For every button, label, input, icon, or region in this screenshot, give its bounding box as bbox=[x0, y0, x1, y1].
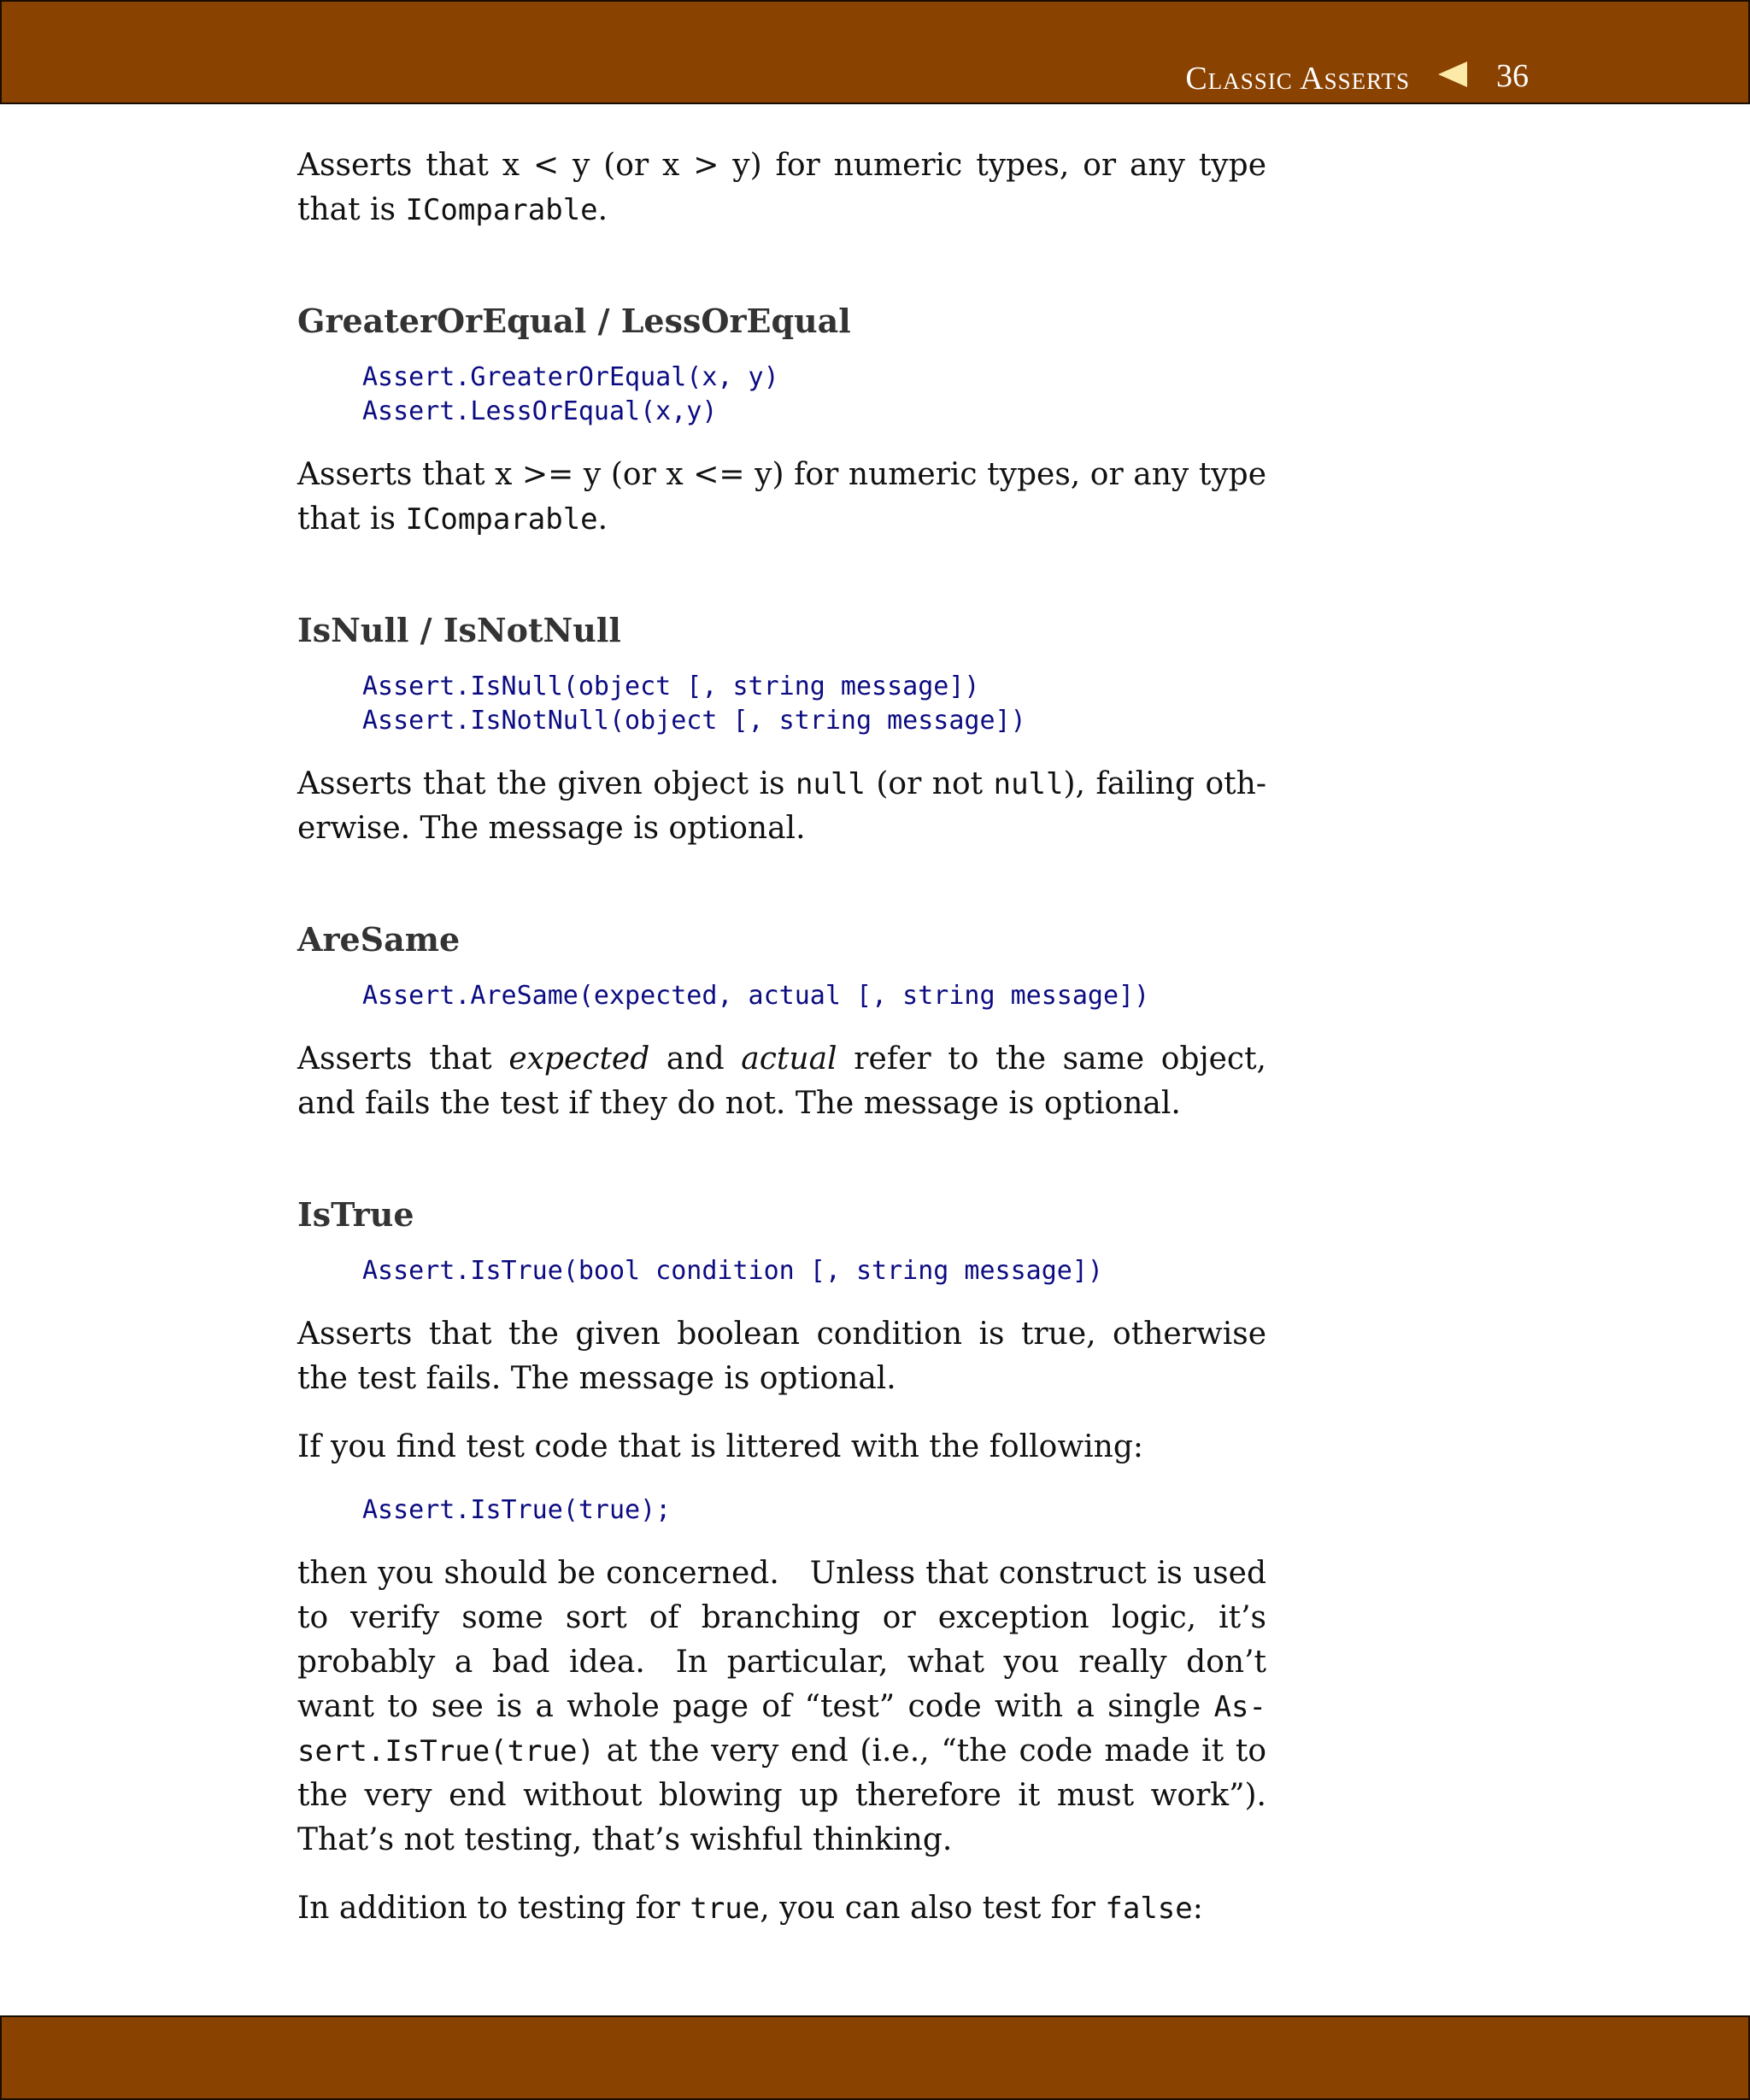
section-heading-is-null: IsNull / IsNotNull bbox=[297, 611, 621, 649]
text-run: ), failing otherwise. The message is optional. bbox=[297, 766, 1267, 846]
code-block: Assert.IsTrue(bool condition [, string message]) bbox=[362, 1256, 1103, 1286]
section-heading-greater-or-equal: GreaterOrEqual / LessOrEqual bbox=[297, 302, 851, 340]
text-run: Asserts that bbox=[297, 1041, 509, 1076]
inline-code: null bbox=[993, 767, 1064, 801]
text-run: : bbox=[1192, 1891, 1203, 1926]
paragraph bbox=[297, 1886, 1266, 1931]
page-content bbox=[297, 144, 1266, 1931]
footer-bar bbox=[0, 2015, 1750, 2100]
inline-code: IComparable bbox=[405, 502, 598, 537]
code-block: Assert.AreSame(expected, actual [, string message]) bbox=[362, 981, 1150, 1011]
emphasis: expected bbox=[508, 1041, 650, 1076]
header-bar bbox=[0, 0, 1750, 104]
code-block: Assert.IsTrue(true); bbox=[362, 1495, 672, 1525]
paragraph bbox=[297, 453, 1266, 542]
section-heading-is-true: IsTrue bbox=[297, 1195, 414, 1234]
paragraph: If you find test code that is littered with the following: bbox=[297, 1429, 1144, 1464]
text-run: , you can also test for bbox=[760, 1891, 1106, 1926]
paragraph bbox=[297, 762, 1266, 851]
text-run: refer to the same object, and fails the test if they do not. The message is optional. bbox=[297, 1041, 1266, 1121]
text-run: and bbox=[649, 1041, 742, 1076]
text-run: at the very end (i.e., “the code made it to the very end without blowing up therefore it must work”). That’s not testing, that’s wishful thinking. bbox=[297, 1733, 1266, 1857]
emphasis: actual bbox=[741, 1041, 837, 1076]
text-run: . bbox=[597, 502, 608, 537]
text-run: Asserts that the given object is bbox=[297, 766, 796, 801]
paragraph bbox=[297, 1037, 1266, 1126]
text-run: then you should be concerned. Unless that construct is used to verify some sort of branching or exception logic, it’s probably a bad idea. In particular, what you really don’t want to see is a whole page of “test” code with a single bbox=[297, 1556, 1266, 1724]
text-run: . bbox=[597, 192, 608, 227]
paragraph: Asserts that the given boolean condition is true, otherwise the test fails. The message is optional. bbox=[297, 1317, 1266, 1396]
intro-paragraph bbox=[297, 144, 1266, 232]
code-block: Assert.GreaterOrEqual(x, y) Assert.LessOrEqual(x,y) bbox=[362, 362, 779, 426]
triangle-left-icon bbox=[1438, 62, 1467, 87]
text-run: Asserts that x >= y (or x <= y) for numeric types, or any type that is bbox=[297, 457, 1266, 537]
text-run: Asserts that x < y (or x > y) for numeric types, or any type that is bbox=[297, 148, 1266, 227]
inline-code: null bbox=[796, 767, 866, 801]
text-run: In addition to testing for bbox=[297, 1891, 690, 1926]
code-block: Assert.IsNull(object [, string message]) Assert.IsNotNull(object [, string message]) bbox=[362, 672, 1026, 736]
page-number: 36 bbox=[1496, 58, 1529, 94]
section-heading-are-same: AreSame bbox=[297, 920, 461, 959]
inline-code: Assert.IsTrue(true) bbox=[297, 1690, 1266, 1769]
paragraph bbox=[297, 1552, 1266, 1862]
inline-code: false bbox=[1105, 1892, 1193, 1926]
inline-code: IComparable bbox=[405, 193, 598, 227]
text-run: (or not bbox=[865, 766, 994, 801]
running-header-title: Classic Asserts bbox=[1185, 61, 1410, 97]
inline-code: true bbox=[690, 1892, 760, 1926]
